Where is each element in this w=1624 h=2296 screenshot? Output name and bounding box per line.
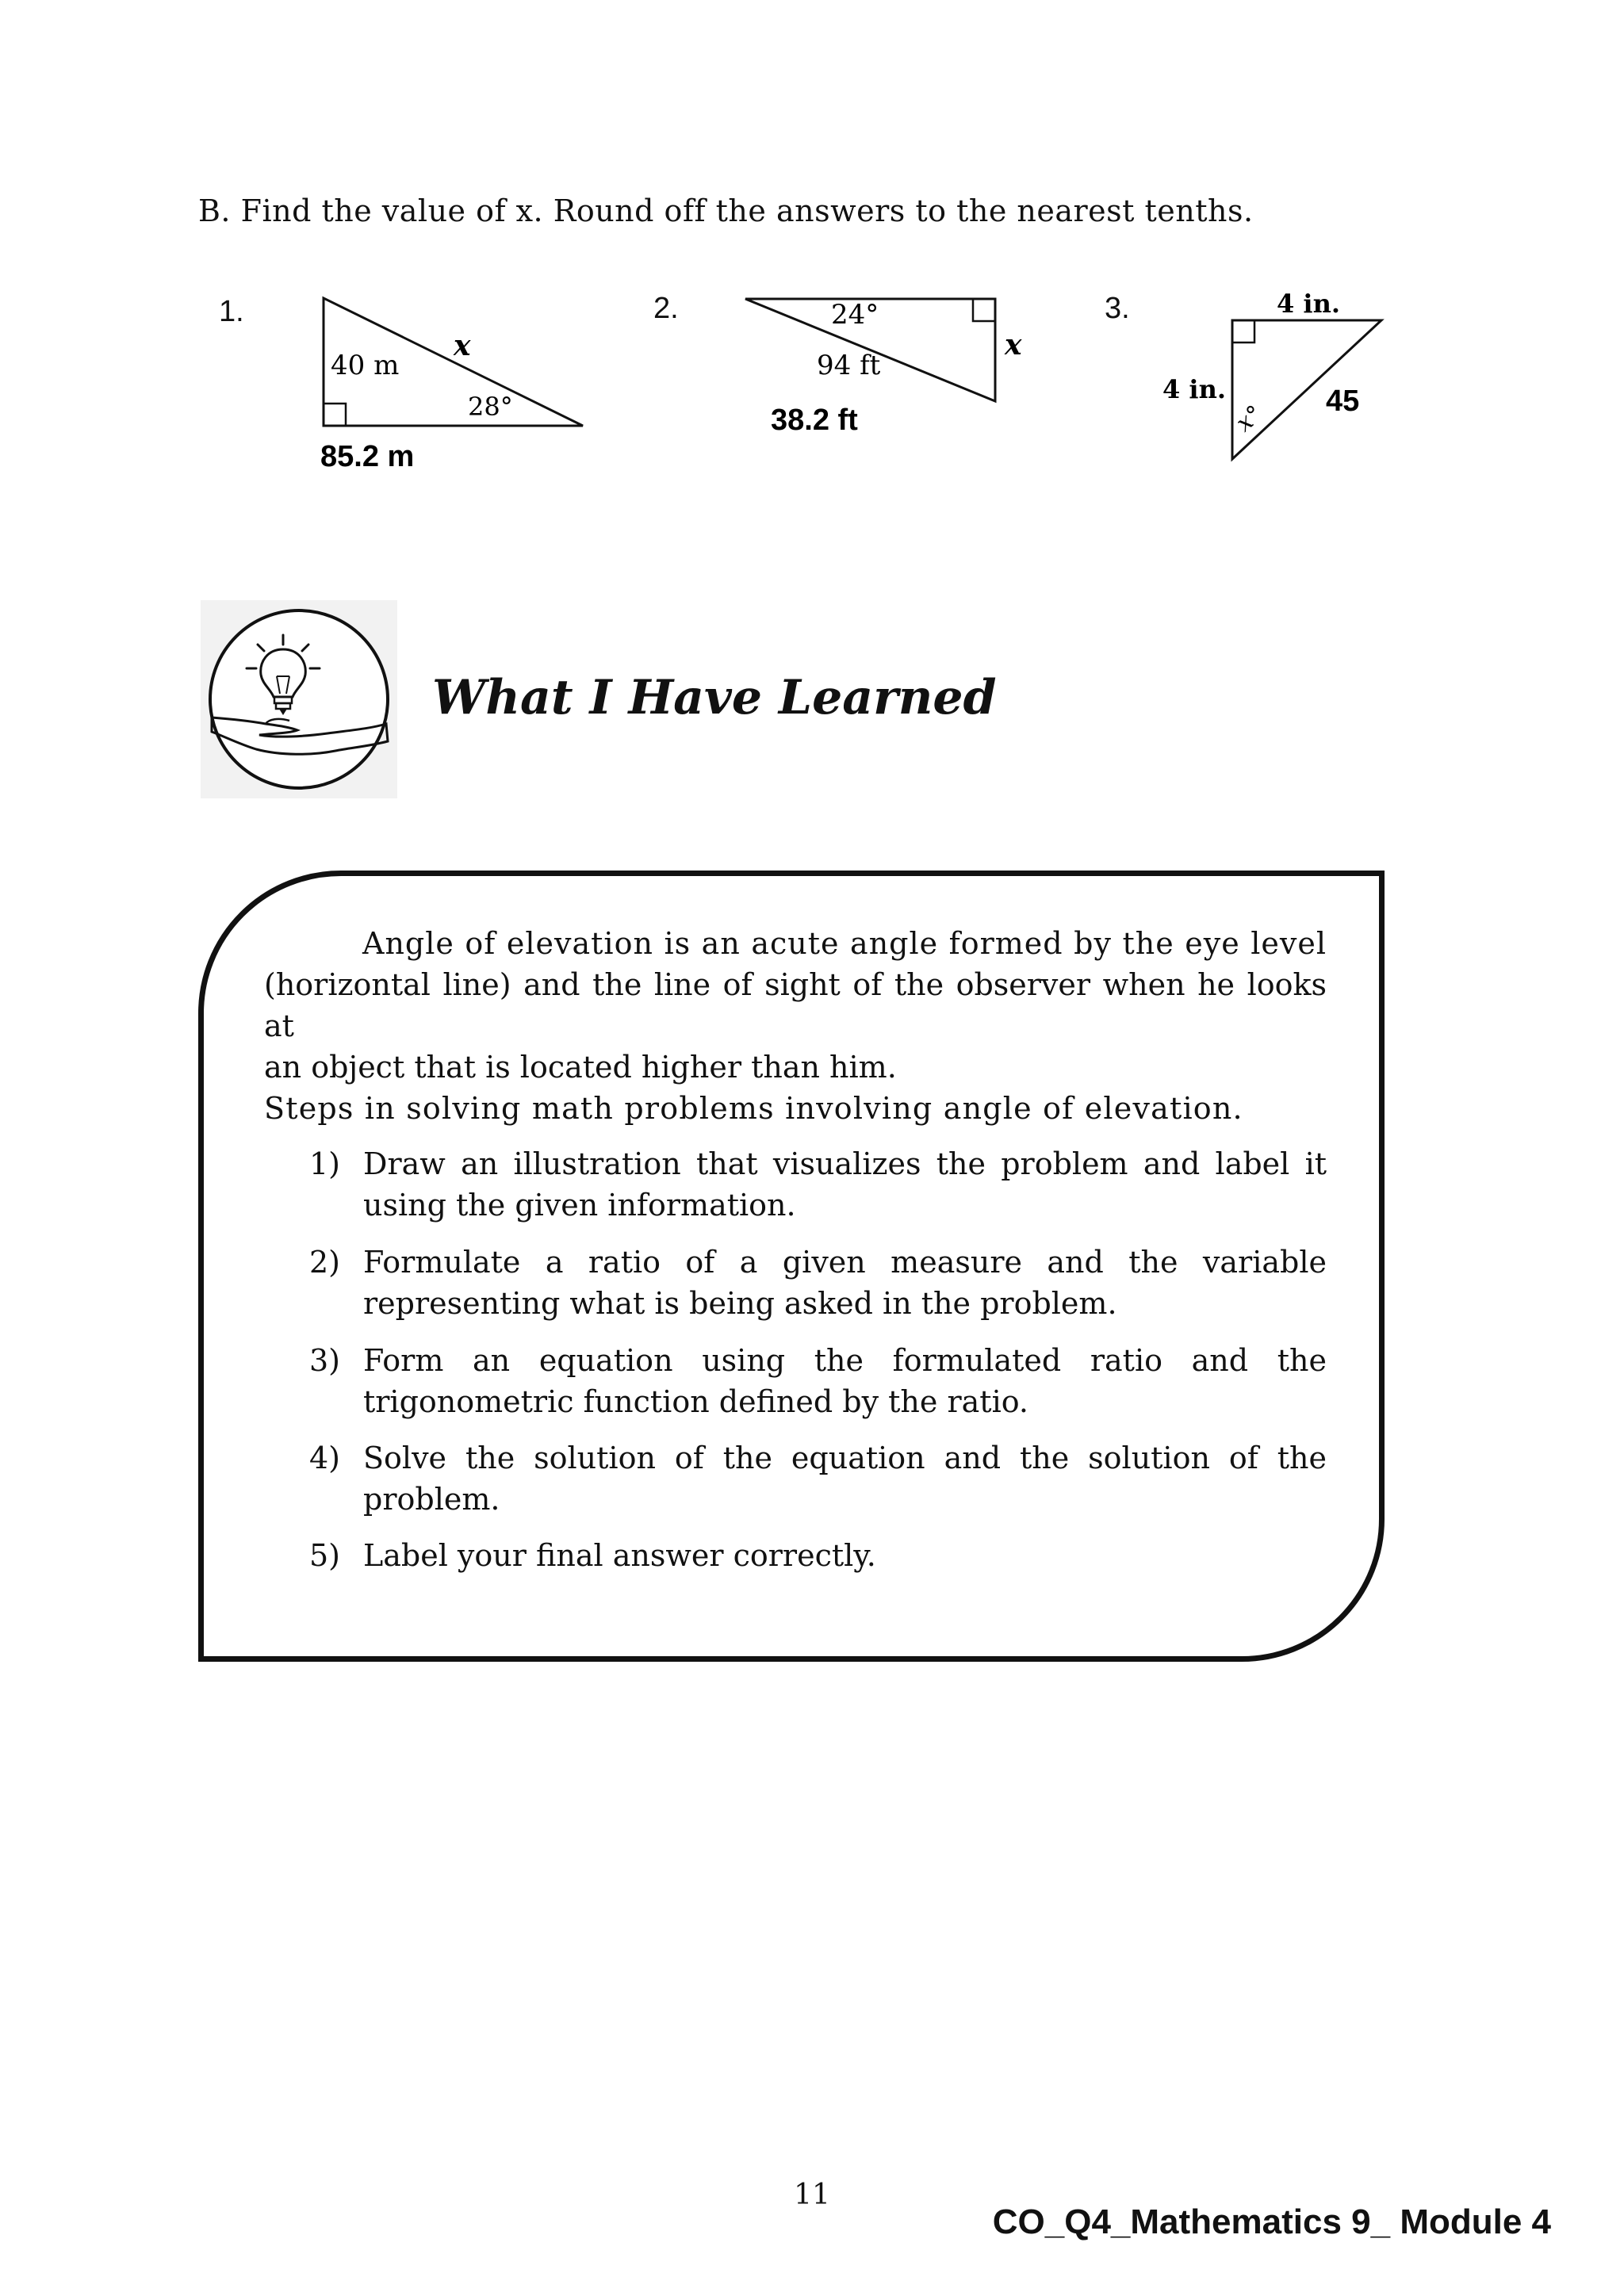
step-line: representing what is being asked in the problem. <box>363 1286 1117 1321</box>
part-b-instruction: B. Find the value of x. Round off the answers to the nearest tenths. <box>198 193 1254 228</box>
figure-2-triangle <box>737 285 1055 444</box>
step-line: trigonometric function defined by the ratio. <box>363 1384 1029 1419</box>
page-number: 11 <box>794 2179 830 2211</box>
step-item <box>309 1242 1327 1324</box>
figure-3-triangle <box>1158 279 1396 469</box>
step-item <box>309 1437 1327 1520</box>
step-line: Form an equation using the formulated ratio and the <box>363 1343 1327 1378</box>
lightbulb-in-hand-icon <box>201 600 397 798</box>
step-line: using the given information. <box>363 1188 796 1223</box>
definition-line: (horizontal line) and the line of sight of the observer when he looks at <box>264 967 1327 1043</box>
figure-3-answer: 45 <box>1326 385 1360 418</box>
step-line: Formulate a ratio of a given measure and the variable <box>363 1245 1327 1280</box>
figure-2-angle-label: 24° <box>831 299 879 331</box>
step-line: Label your final answer correctly. <box>363 1538 876 1573</box>
section-title: What I Have Learned <box>432 670 997 725</box>
step-number: 2) <box>309 1245 341 1280</box>
figure-2-hypotenuse-label: 94 ft <box>817 350 881 381</box>
step-item <box>309 1143 1327 1226</box>
figure-2-number: 2. <box>653 292 679 325</box>
step-number: 5) <box>309 1538 341 1573</box>
module-code: CO_Q4_Mathematics 9_ Module 4 <box>992 2202 1551 2241</box>
figure-2-side-label: x <box>1005 328 1022 362</box>
figure-3-angle-label: x° <box>1231 400 1269 438</box>
step-item <box>309 1535 1327 1576</box>
step-number: 4) <box>309 1441 341 1475</box>
figure-3-top-label: 4 in. <box>1277 289 1340 319</box>
steps-intro: Steps in solving math problems involving angle of elevation. <box>264 1091 1243 1126</box>
step-line: Solve the solution of the equation and the solution of the <box>363 1441 1327 1475</box>
figure-1-vertical-label: 40 m <box>331 350 400 381</box>
definition-line: an object that is located higher than him. <box>264 1050 897 1085</box>
step-number: 3) <box>309 1343 341 1378</box>
figure-1-number: 1. <box>219 295 244 328</box>
step-number: 1) <box>309 1146 341 1181</box>
definition-paragraph <box>264 923 1327 1088</box>
definition-line: Angle of elevation is an acute angle formed by the eye level <box>362 926 1327 961</box>
figure-3-left-label: 4 in. <box>1162 374 1226 404</box>
figure-1-angle-label: 28° <box>468 392 513 422</box>
figure-1-triangle <box>309 285 611 476</box>
step-item <box>309 1340 1327 1422</box>
step-line: Draw an illustration that visualizes the problem and label it <box>363 1146 1327 1181</box>
figure-2-answer: 38.2 ft <box>771 404 858 437</box>
step-line: problem. <box>363 1482 500 1517</box>
figure-3-number: 3. <box>1105 292 1130 325</box>
figure-1-hypotenuse-label: x <box>454 329 471 362</box>
figure-1-answer: 85.2 m <box>320 440 415 473</box>
